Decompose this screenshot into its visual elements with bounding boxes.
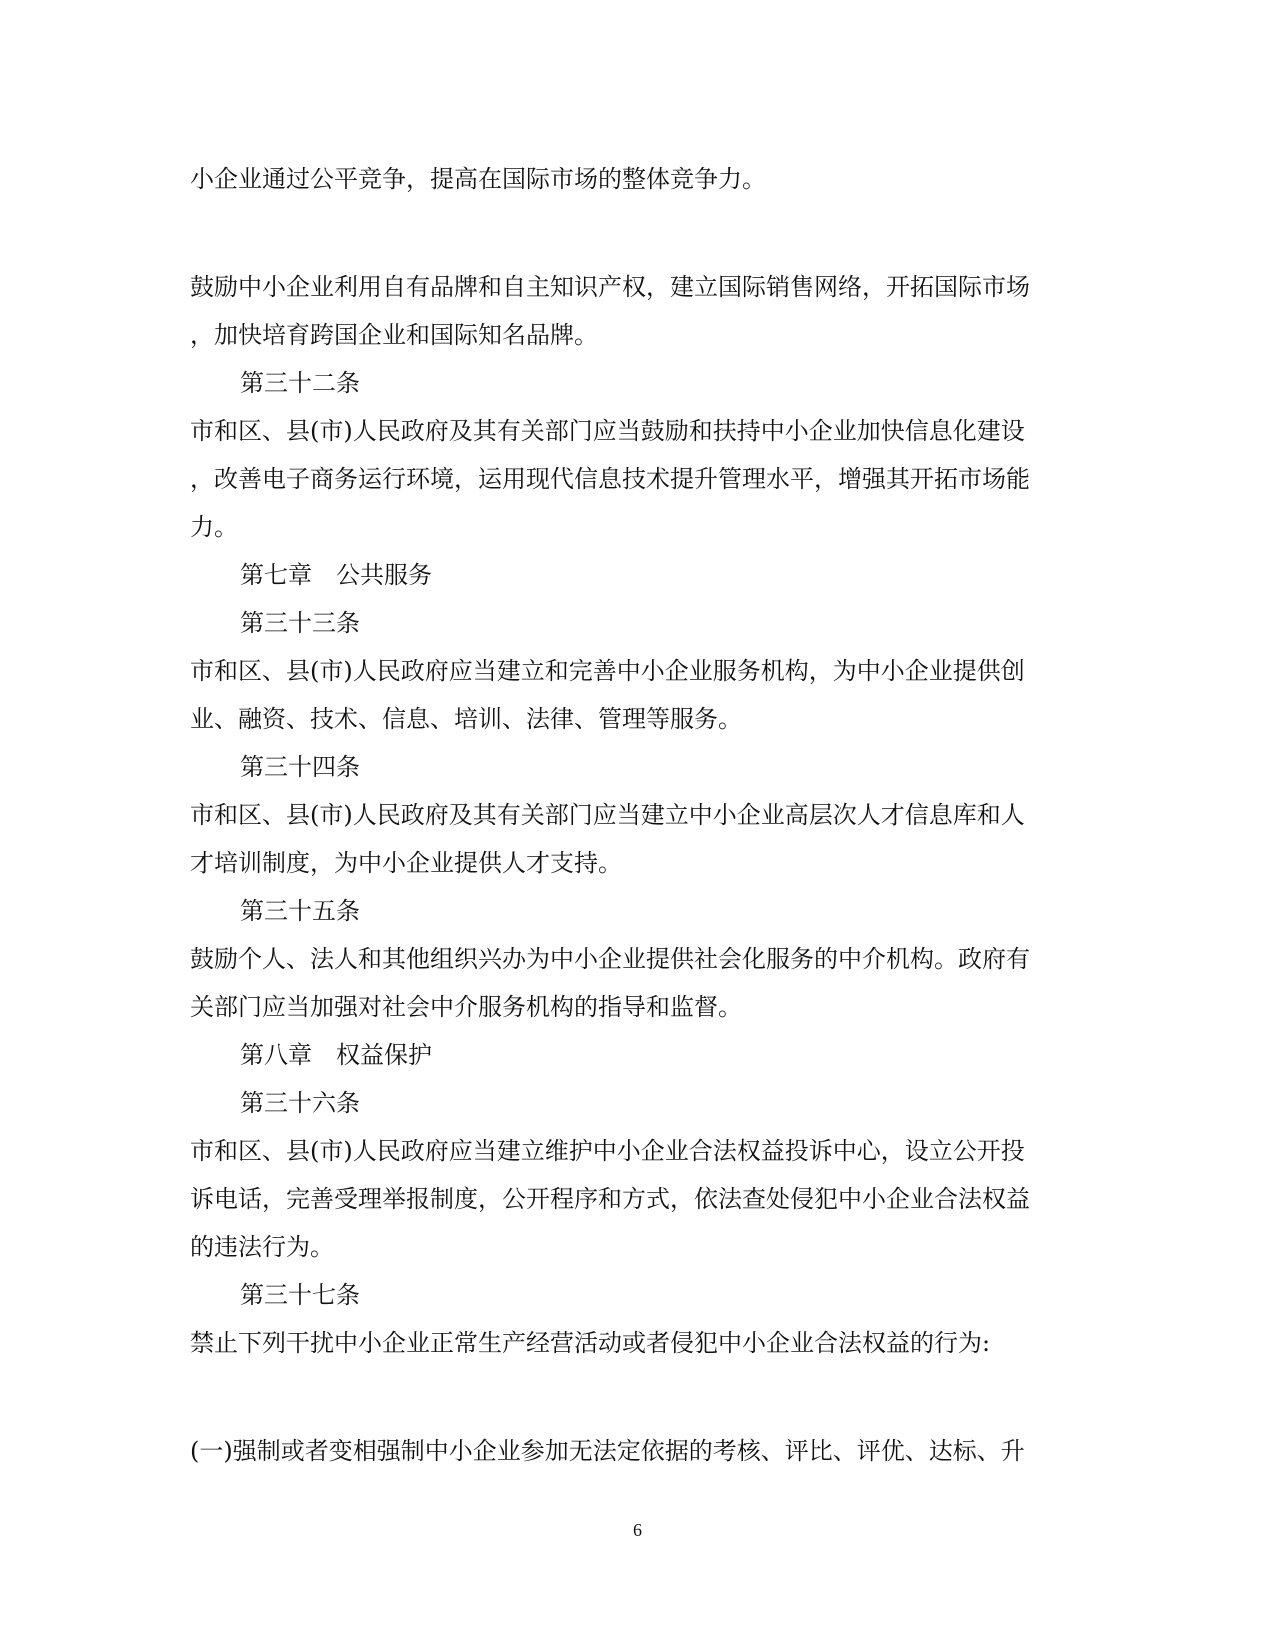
paragraph-line: 业、融资、技术、信息、培训、法律、管理等服务。 bbox=[190, 705, 742, 733]
article-heading: 第三十三条 bbox=[240, 609, 360, 637]
document-body bbox=[190, 155, 1070, 1475]
paragraph-line: 诉电话，完善受理举报制度，公开程序和方式，依法查处侵犯中小企业合法权益 bbox=[190, 1185, 1030, 1213]
article-heading: 第三十七条 bbox=[240, 1281, 360, 1309]
paragraph-line: 市和区、县(市)人民政府应当建立维护中小企业合法权益投诉中心，设立公开投 bbox=[190, 1137, 1025, 1165]
paragraph-gap bbox=[190, 1367, 1070, 1427]
paragraph-line: 关部门应当加强对社会中介服务机构的指导和监督。 bbox=[190, 993, 742, 1021]
paragraph-line: 力。 bbox=[190, 513, 238, 541]
chapter-heading: 第七章 公共服务 bbox=[240, 561, 432, 589]
paragraph-line: 市和区、县(市)人民政府及其有关部门应当鼓励和扶持中小企业加快信息化建设 bbox=[190, 417, 1025, 445]
paragraph-line: 鼓励个人、法人和其他组织兴办为中小企业提供社会化服务的中介机构。政府有 bbox=[190, 945, 1030, 973]
paragraph-line: 小企业通过公平竞争，提高在国际市场的整体竞争力。 bbox=[190, 165, 766, 193]
paragraph-line: ，加快培育跨国企业和国际知名品牌。 bbox=[190, 321, 598, 349]
paragraph-gap bbox=[190, 203, 1070, 263]
article-heading: 第三十六条 bbox=[240, 1089, 360, 1117]
paragraph-line: (一)强制或者变相强制中小企业参加无法定依据的考核、评比、评优、达标、升 bbox=[190, 1437, 1025, 1465]
chapter-heading: 第八章 权益保护 bbox=[240, 1041, 432, 1069]
article-heading: 第三十五条 bbox=[240, 897, 360, 925]
paragraph-line: 市和区、县(市)人民政府及其有关部门应当建立中小企业高层次人才信息库和人 bbox=[190, 801, 1025, 829]
paragraph-line: 市和区、县(市)人民政府应当建立和完善中小企业服务机构，为中小企业提供创 bbox=[190, 657, 1025, 685]
paragraph-line: ，改善电子商务运行环境，运用现代信息技术提升管理水平，增强其开拓市场能 bbox=[190, 465, 1030, 493]
article-heading: 第三十四条 bbox=[240, 753, 360, 781]
paragraph-line: 禁止下列干扰中小企业正常生产经营活动或者侵犯中小企业合法权益的行为: bbox=[190, 1329, 991, 1357]
paragraph-line: 的违法行为。 bbox=[190, 1233, 334, 1261]
paragraph-line: 才培训制度，为中小企业提供人才支持。 bbox=[190, 849, 622, 877]
page-number: 6 bbox=[633, 1520, 642, 1540]
paragraph-line: 鼓励中小企业利用自有品牌和自主知识产权，建立国际销售网络，开拓国际市场 bbox=[190, 273, 1030, 301]
article-heading: 第三十二条 bbox=[240, 369, 360, 397]
